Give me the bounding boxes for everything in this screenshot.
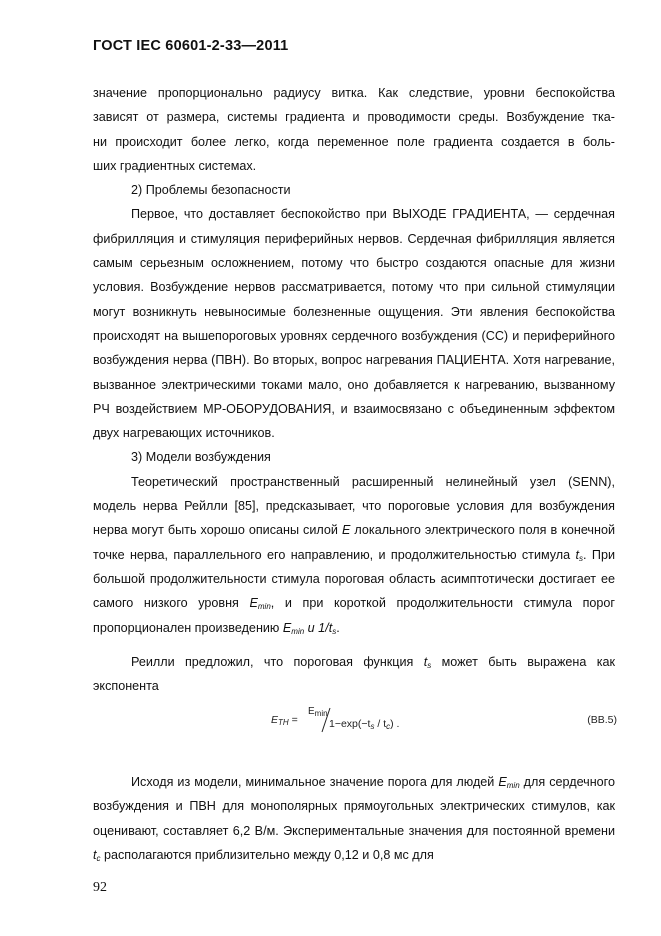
symbol: E [271,714,279,726]
subscript: TH [278,718,289,727]
p1-line: ни происходит более легко, когда переменное поле градиента создается в боль- [93,134,615,149]
subscript: min [314,709,328,718]
p1-line: ших градиентных системах. [93,158,257,173]
paragraph-3 [93,470,615,640]
section-heading-3: 3) Модели возбуждения [131,450,271,465]
subscript: s [427,660,432,670]
document-header: ГОСТ IEC 60601-2-33—2011 [93,38,289,54]
text-run: локального электрического поля в конечной точке нерва, параллельного его направлению, и продолжительностью стимула [93,523,615,562]
symbol: E [498,775,507,789]
text-run: ) . [390,718,400,730]
symbol: E [308,706,315,717]
main-text [93,81,615,698]
subscript: s [332,626,337,636]
p1-line: зависят от размера, системы градиента и проводимости среды. Возбуждение тка- [93,110,615,125]
section-heading-2: 2) Проблемы безопасности [131,183,291,198]
symbol: E [249,596,258,611]
symbol: t [93,847,97,862]
text-run: располагаются приблизительно между 0,12 и 0,8 мс для [100,847,434,862]
paragraph-4 [93,650,615,699]
text-run: 1−exp(−t [329,718,371,730]
formula-bb5 [271,704,617,740]
subscript: min [257,602,271,612]
paragraph-5 [93,770,615,867]
symbol: t [575,547,580,562]
main-text-continued [93,770,615,867]
subscript: s [370,722,375,731]
text-run: . При большой продолжительности стимула пороговая область асимптотически достигает ее самого низкого уровня [93,547,615,611]
subscript: min [291,626,305,636]
text-run: Реилли предложил, что пороговая функция [131,654,424,669]
formula-lhs [271,714,298,726]
symbol: E [341,523,351,538]
text-run: , и при короткой продолжительности стимула порог пропорционален произведению [93,596,615,635]
equation-number: (ВВ.5) [587,714,617,726]
subscript: s [579,553,584,563]
text-run: / t [374,718,387,730]
text-run: может быть выражена как экспонента [93,654,615,694]
symbol: E [282,620,292,635]
paragraph-1 [93,81,615,178]
subscript: c [96,853,101,863]
subscript: c [386,722,391,731]
text-run: = [288,714,298,726]
paragraph-2: Первое, что доставляет беспокойство при ВЫХОДЕ ГРАДИЕНТА, — сердечная фибрилляция и стимуляция периферийных нервов. Сердечная фибрилляция является самым серьезным осложнением, потому что быстро создаются опасные для жизни условия. Возбуждение нервов рассматривается, потому что при сильной стимуляции могут возникнуть невыносимые болезненные ощущения. Эти явления беспокойства происходят на вышепороговых уровнях сердечного возбуждения (СС) и периферийного возбуждения нерва (ПВН). Во вторых, вопрос нагревания ПАЦИЕНТА. Хотя нагревание, вызванное электрическими токами мало, оно добавляется к нагреванию, вызванному РЧ воздействием МР-ОБОРУДОВАНИЯ, и взаимосвязано с объединенным эффектом двух нагревающих источников. [93,207,615,441]
subscript: min [506,781,520,790]
formula-denominator [329,718,399,730]
text-run: и 1/ [304,620,329,635]
symbol: t [423,654,428,669]
text-run: Исходя из модели, минимальное значение порога для людей [131,775,499,789]
p1-line: значение пропорционально радиусу витка. Как следствие, уровни беспокойства [93,86,615,100]
text-run: . [336,620,340,635]
text-run: для сердечного возбуждения и ПВН для монополярных прямоугольных электрических стимулов, как оценивают, составляет 6,2 В/м. Экспериментальные значения для постоянной времени [93,775,615,838]
symbol: t [328,620,333,635]
text-run: Теоретический пространственный расширенный нелинейный узел (SENN), модель нерва Рейлли [85], предсказывает, что пороговые условия для возбуждения нерва могут быть хорошо описаны силой [93,474,615,538]
page-number: 92 [93,880,107,895]
